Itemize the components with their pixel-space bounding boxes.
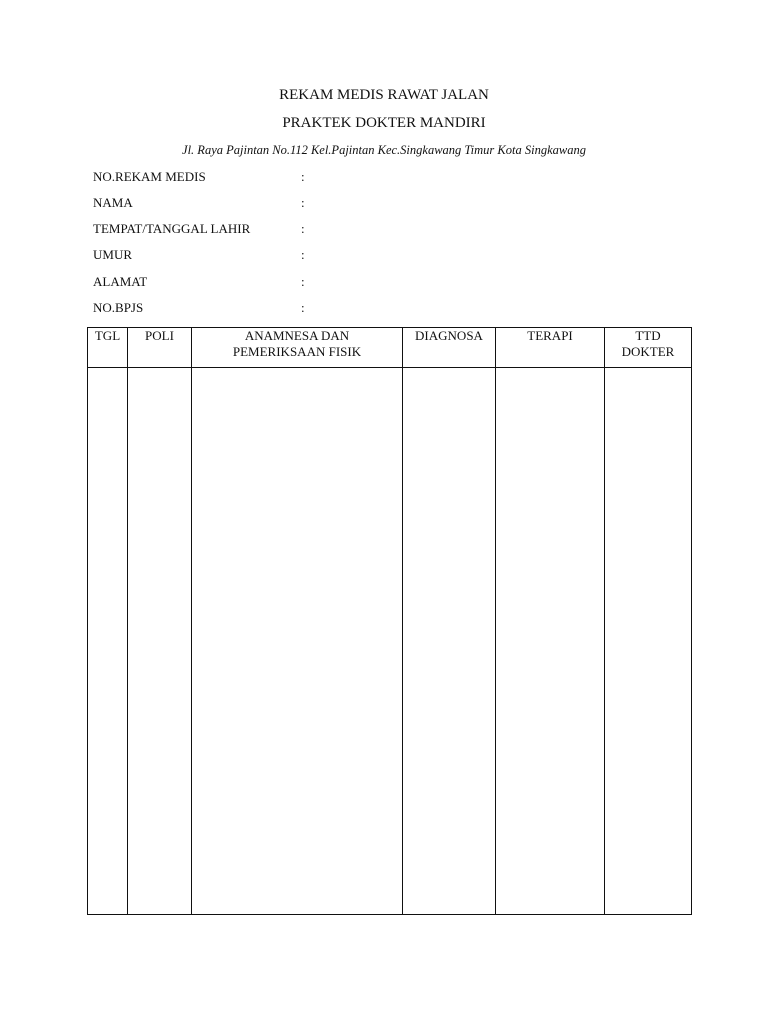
field-label: TEMPAT/TANGGAL LAHIR — [93, 221, 251, 236]
table-cell-anamnesa — [192, 368, 403, 915]
document-subtitle: PRAKTEK DOKTER MANDIRI — [282, 115, 486, 131]
table-cell-diagnosa — [403, 368, 496, 915]
field-separator: : — [301, 221, 305, 236]
column-header-line: DOKTER — [621, 344, 675, 359]
column-header-diagnosa — [403, 328, 496, 368]
column-header-line: TTD — [635, 328, 661, 343]
column-header-line: DIAGNOSA — [415, 328, 483, 343]
table-cell-ttd-dokter — [605, 368, 692, 915]
field-separator: : — [301, 300, 305, 315]
column-header-terapi — [496, 328, 605, 368]
field-label: ALAMAT — [93, 274, 148, 289]
field-separator: : — [301, 274, 305, 289]
table-cell-tgl — [88, 368, 128, 915]
field-separator: : — [301, 247, 305, 262]
field-separator: : — [301, 169, 305, 184]
field-label: NAMA — [93, 195, 133, 210]
table-header-row — [88, 328, 692, 368]
column-header-ttd-dokter — [605, 328, 692, 368]
field-label: UMUR — [93, 247, 133, 262]
column-header-poli — [128, 328, 192, 368]
column-header-tgl — [88, 328, 128, 368]
column-header-line: POLI — [145, 328, 174, 343]
column-header-line: PEMERIKSAAN FISIK — [232, 344, 362, 359]
document-title: REKAM MEDIS RAWAT JALAN — [279, 87, 489, 103]
table-cell-terapi — [496, 368, 605, 915]
column-header-line: TERAPI — [527, 328, 573, 343]
column-header-anamnesa — [192, 328, 403, 368]
field-label: NO.REKAM MEDIS — [93, 169, 206, 184]
field-label: NO.BPJS — [93, 300, 144, 315]
column-header-line: TGL — [94, 328, 121, 343]
field-separator: : — [301, 195, 305, 210]
clinic-address: Jl. Raya Pajintan No.112 Kel.Pajintan Kec.Singkawang Timur Kota Singkawang — [182, 143, 586, 157]
table-row — [88, 368, 692, 915]
table-cell-poli — [128, 368, 192, 915]
medical-record-table — [87, 327, 692, 915]
column-header-line: ANAMNESA DAN — [244, 328, 350, 343]
